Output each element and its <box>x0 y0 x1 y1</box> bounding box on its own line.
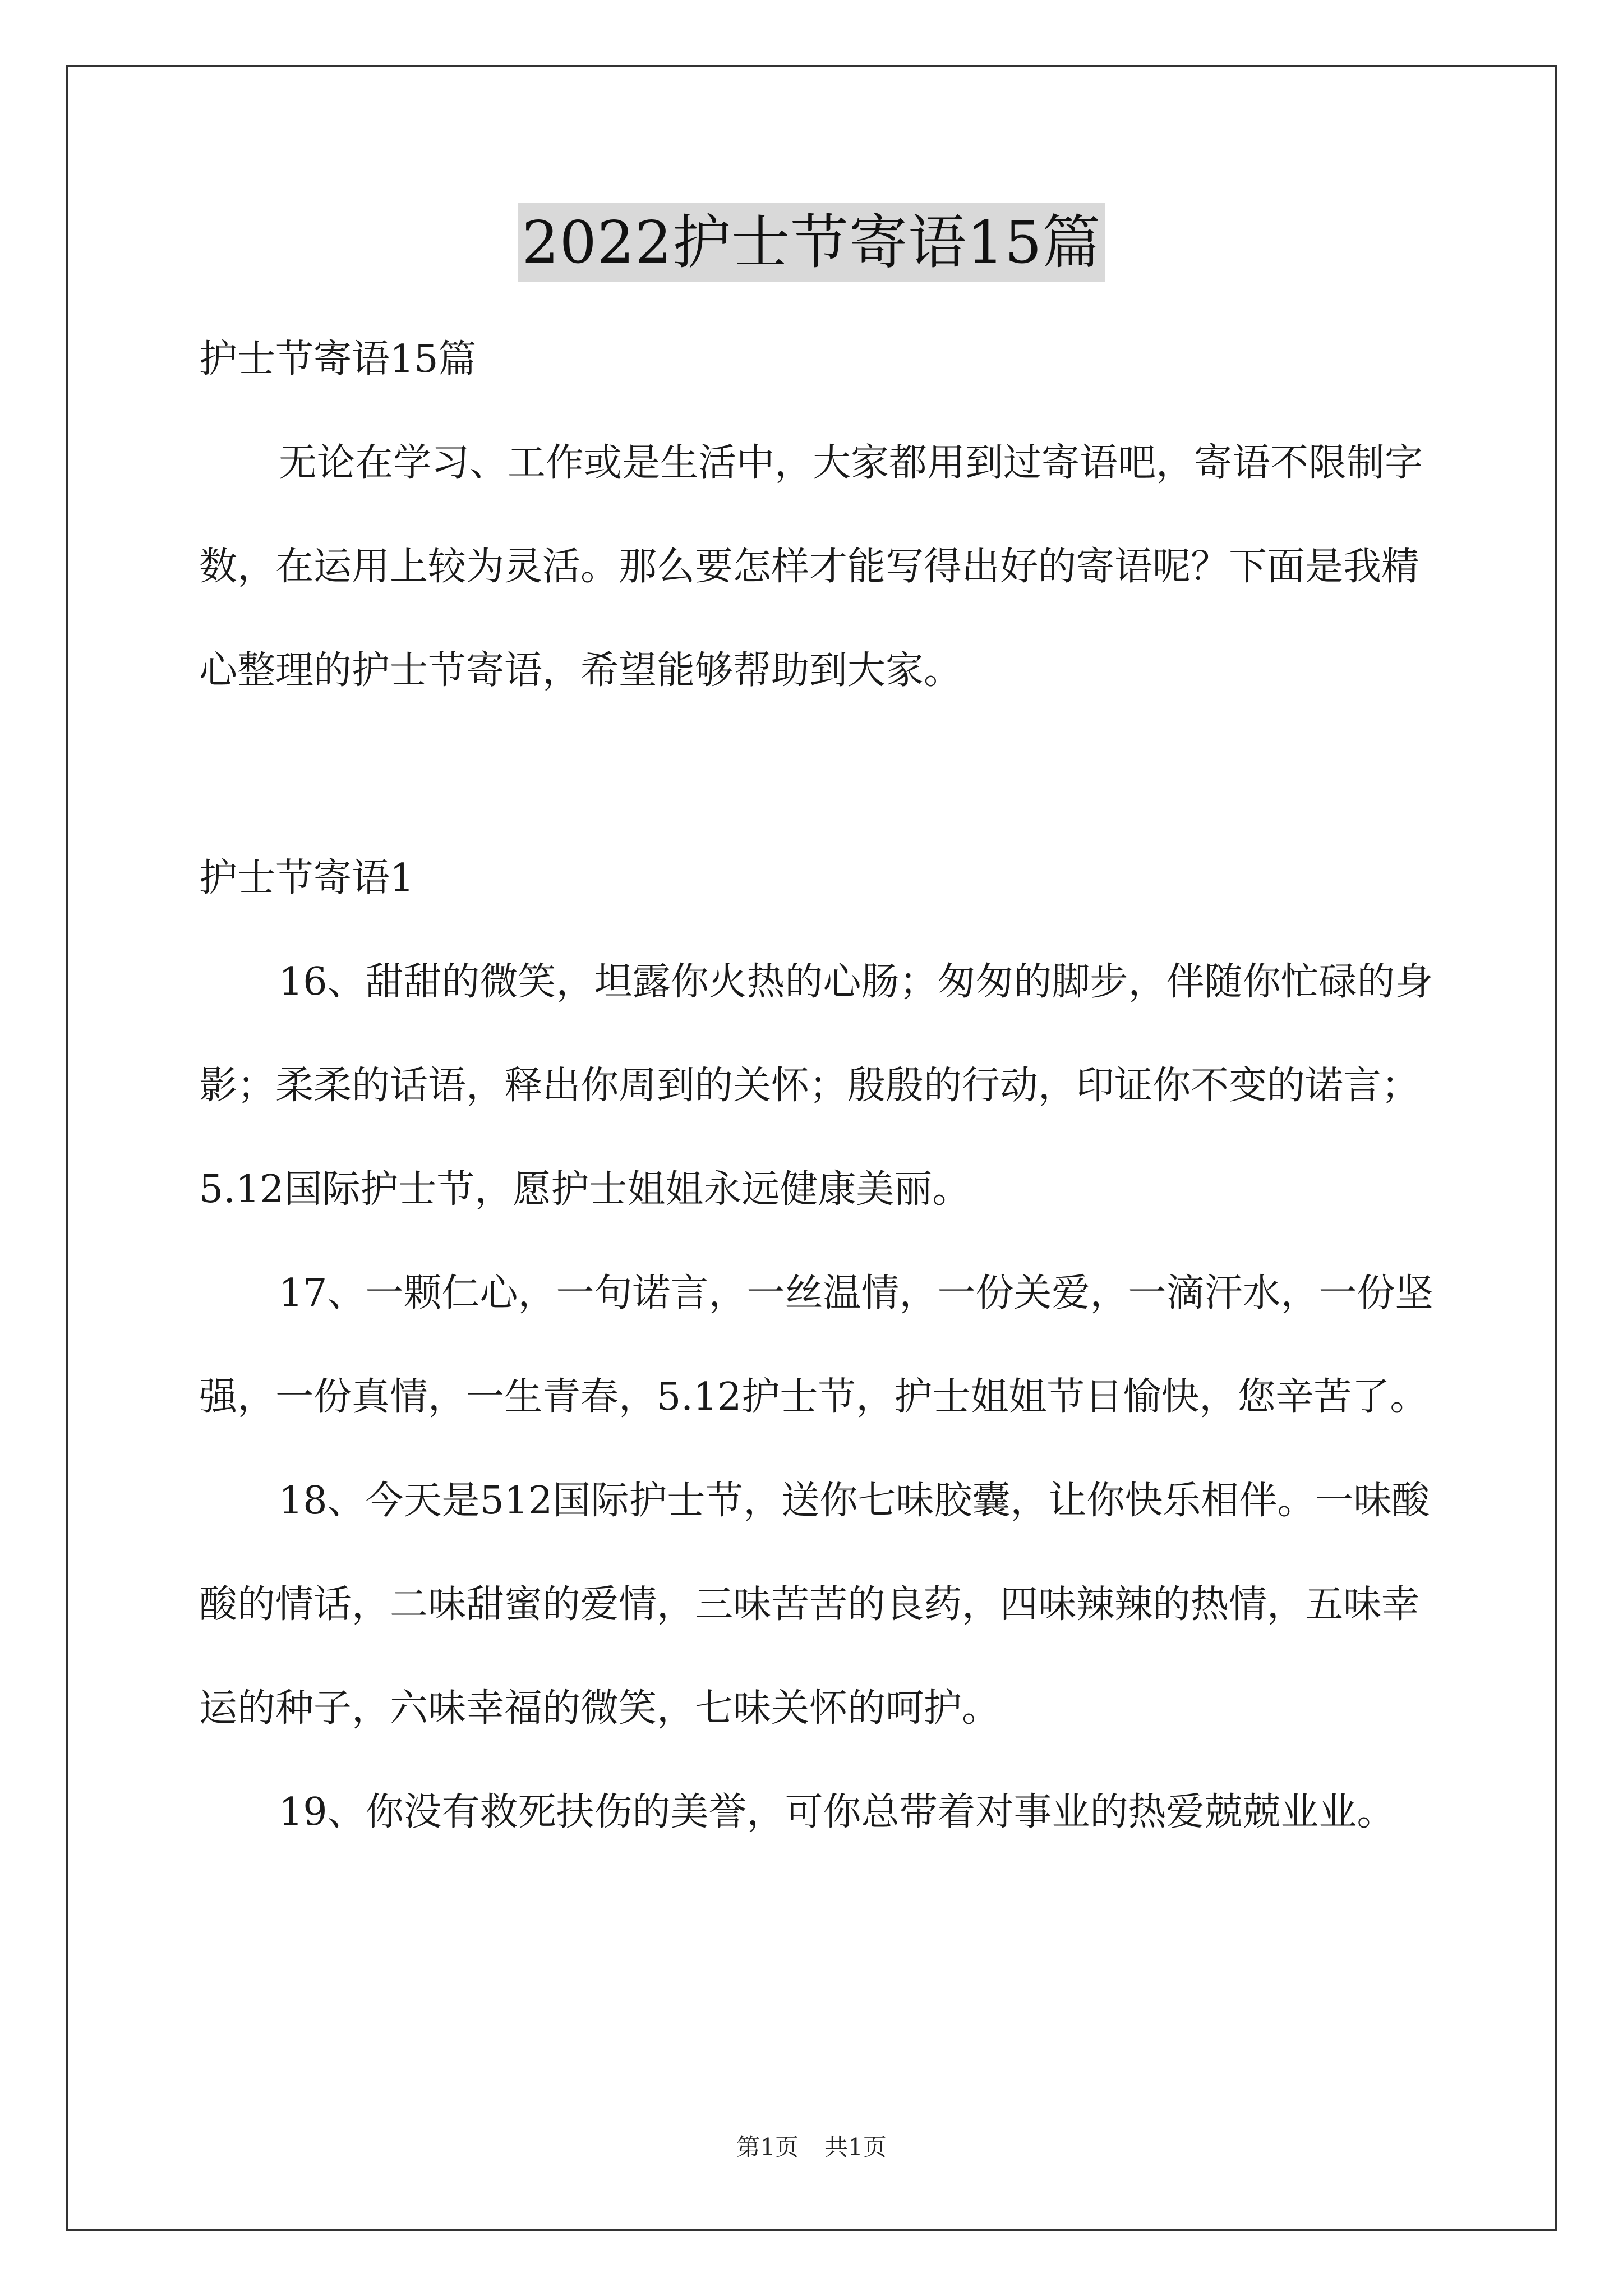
document-subtitle: 护士节寄语15篇 <box>199 337 477 381</box>
paragraph-17: 17、一颗仁心，一句诺言，一丝温情，一份关爱，一滴汗水，一份坚强，一份真情，一生青春，5.12护士节，护士姐姐节日愉快，您辛苦了。 <box>199 1271 1433 1419</box>
paragraph-18: 18、今天是512国际护士节，送你七味胶囊，让你快乐相伴。一味酸酸的情话，二味甜蜜的爱情，三味苦苦的良药，四味辣辣的热情，五味幸运的种子，六味幸福的微笑，七味关怀的呵护。 <box>199 1479 1430 1731</box>
page-number: 第1页 <box>736 2133 799 2161</box>
title-wrapper <box>0 203 1623 282</box>
paragraph-19: 19、你没有救死扶伤的美誉，可你总带着对事业的热爱兢兢业业。 <box>279 1790 1395 1834</box>
blank-line <box>199 723 1436 826</box>
page-total: 共1页 <box>824 2133 887 2161</box>
document-body <box>199 307 1436 1864</box>
page-footer <box>0 2131 1623 2164</box>
section-heading: 护士节寄语1 <box>199 856 414 900</box>
intro-paragraph: 无论在学习、工作或是生活中，大家都用到过寄语吧，寄语不限制字数，在运用上较为灵活。那么要怎样才能写得出好的寄语呢？下面是我精心整理的护士节寄语，希望能够帮助到大家。 <box>199 441 1423 693</box>
paragraph-16: 16、甜甜的微笑，坦露你火热的心肠；匆匆的脚步，伴随你忙碌的身影；柔柔的话语，释出你周到的关怀；殷殷的行动，印证你不变的诺言；5.12国际护士节，愿护士姐姐永远健康美丽。 <box>199 960 1433 1212</box>
document-title: 2022护士节寄语15篇 <box>518 203 1104 282</box>
